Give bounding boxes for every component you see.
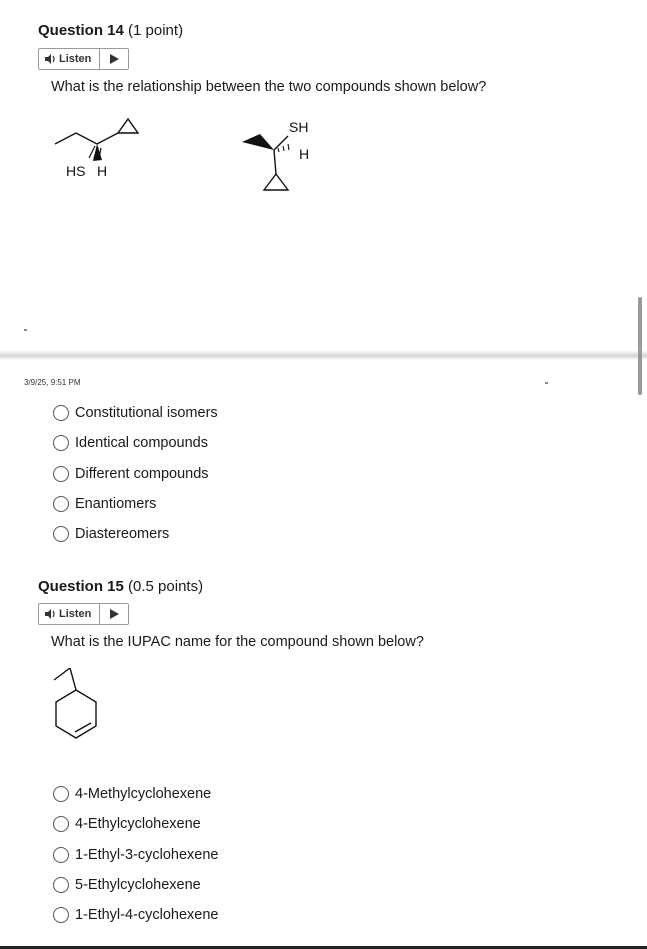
- play-icon: [110, 609, 119, 619]
- q14-option-identical[interactable]: Identical compounds: [53, 435, 208, 451]
- q15-radio-1[interactable]: [53, 786, 69, 802]
- q14-title: Question 14 (1 point): [38, 22, 184, 39]
- q15-title: Question 15 (0.5 points): [38, 578, 204, 595]
- speaker-icon: [45, 54, 57, 64]
- q14-radio-4[interactable]: [53, 496, 69, 512]
- q15-radio-3[interactable]: [53, 847, 69, 863]
- q15-radio-4[interactable]: [53, 877, 69, 893]
- q15-listen-control: [38, 603, 129, 625]
- q14-question-text: What is the relationship between the two compounds shown below?: [51, 79, 487, 95]
- q14-listen-control: [38, 48, 129, 70]
- mol2-h-label: H: [299, 146, 310, 162]
- q15-option-4-ethylcyclohexene[interactable]: 4-Ethylcyclohexene: [53, 816, 201, 832]
- scrollbar-thumb[interactable]: [638, 297, 642, 395]
- q14-play-button[interactable]: [100, 49, 128, 69]
- q15-option-1-ethyl-4-cyclohexene[interactable]: 1-Ethyl-4-cyclohexene: [53, 907, 218, 923]
- q14-radio-2[interactable]: [53, 435, 69, 451]
- scan-mark: [24, 329, 27, 331]
- q14-radio-1[interactable]: [53, 405, 69, 421]
- q14-option-diastereomers[interactable]: Diastereomers: [53, 526, 169, 542]
- q15-listen-button[interactable]: [39, 604, 100, 624]
- q15-radio-2[interactable]: [53, 816, 69, 832]
- q15-listen-label: Listen: [59, 608, 92, 620]
- q14-option-constitutional[interactable]: Constitutional isomers: [53, 405, 218, 421]
- q15-option-5-ethylcyclohexene[interactable]: 5-Ethylcyclohexene: [53, 877, 201, 893]
- q14-option-enantiomers[interactable]: Enantiomers: [53, 496, 156, 512]
- q15-option-1-ethyl-3-cyclohexene[interactable]: 1-Ethyl-3-cyclohexene: [53, 847, 218, 863]
- print-timestamp: 3/9/25, 9:51 PM: [24, 378, 81, 387]
- q14-radio-3[interactable]: [53, 466, 69, 482]
- q15-play-button[interactable]: [100, 604, 128, 624]
- q14-listen-label: Listen: [59, 53, 92, 65]
- page-separator: [0, 350, 647, 360]
- q15-question-text: What is the IUPAC name for the compound shown below?: [51, 634, 424, 650]
- mol1-h-label: H: [97, 163, 108, 179]
- play-icon: [110, 54, 119, 64]
- q15-radio-5[interactable]: [53, 907, 69, 923]
- q14-listen-button[interactable]: [39, 49, 100, 69]
- speaker-icon: [45, 609, 57, 619]
- q15-option-4-methylcyclohexene[interactable]: 4-Methylcyclohexene: [53, 786, 211, 802]
- q14-molecule-2: [238, 114, 338, 198]
- q15-molecule: [48, 668, 108, 760]
- mol2-sh-label: SH: [289, 119, 309, 135]
- scan-mark-right: [545, 382, 548, 384]
- mol1-hs-label: HS: [66, 163, 86, 179]
- q14-molecule-1: [50, 112, 150, 184]
- q14-radio-5[interactable]: [53, 526, 69, 542]
- q14-option-different[interactable]: Different compounds: [53, 466, 209, 482]
